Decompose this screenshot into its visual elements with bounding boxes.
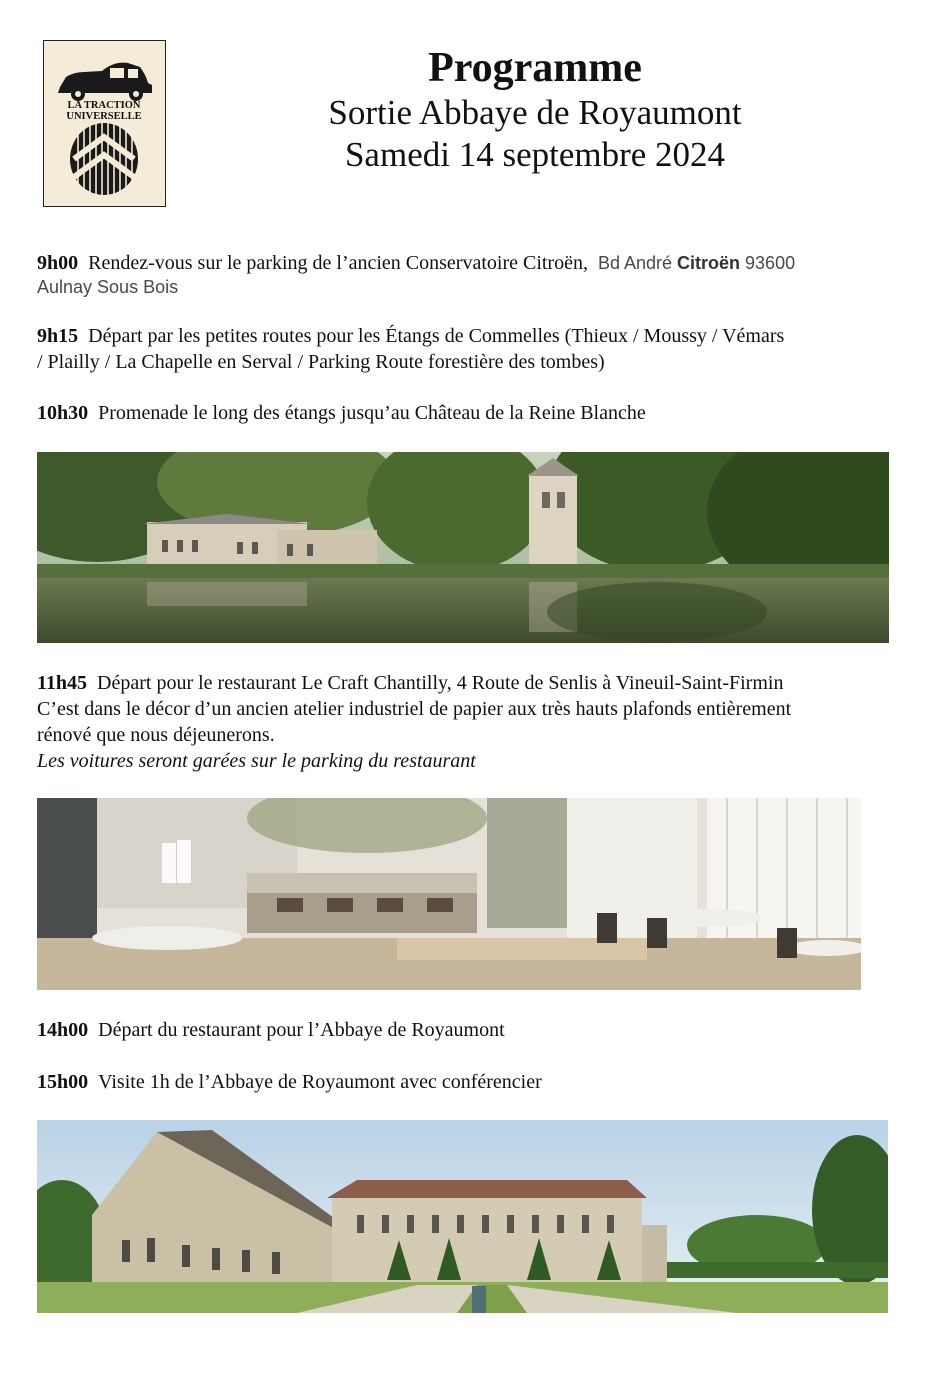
item-text-line2: / Plailly / La Chapelle en Serval / Parking Route forestière des tombes) xyxy=(37,351,605,373)
schedule-item-0915 xyxy=(37,323,897,375)
photo-restaurant-interior xyxy=(37,798,861,990)
club-logo xyxy=(43,40,166,207)
photo-lake-chateau xyxy=(37,452,889,643)
car-icon xyxy=(58,63,152,101)
parking-note: Les voitures seront garées sur le parking du restaurant xyxy=(37,750,476,772)
photo-royaumont-abbey xyxy=(37,1120,888,1313)
time-label: 9h00 xyxy=(37,252,79,274)
logo-line1: LA TRACTION xyxy=(67,100,141,111)
item-text-line2: C’est dans le décor d’un ancien atelier industriel de papier aux très hauts plafonds entièrement xyxy=(37,698,792,720)
schedule-item-1500 xyxy=(37,1069,897,1095)
schedule-item-1400 xyxy=(37,1017,897,1043)
logo-line2: UNIVERSELLE xyxy=(66,111,142,122)
event-name: Sortie Abbaye de Royaumont xyxy=(328,93,742,132)
schedule-item-0900 xyxy=(37,250,897,298)
double-chevron-emblem-icon xyxy=(70,123,138,195)
time-label: 10h30 xyxy=(37,402,89,424)
time-label: 9h15 xyxy=(37,325,79,347)
time-label: 11h45 xyxy=(37,672,88,694)
item-text: Rendez-vous sur le parking de l’ancien Conservatoire Citroën, xyxy=(88,252,588,274)
header xyxy=(300,44,770,176)
item-text-line3: rénové que nous déjeunerons. xyxy=(37,724,275,746)
event-date: Samedi 14 septembre 2024 xyxy=(344,135,726,174)
address-city: Aulnay Sous Bois xyxy=(37,277,179,297)
time-label: 15h00 xyxy=(37,1071,89,1093)
address-postcode: 93600 xyxy=(740,253,796,273)
item-text: Départ du restaurant pour l’Abbaye de Royaumont xyxy=(98,1019,505,1041)
page-title: Programme xyxy=(428,45,642,91)
address-part: Bd André xyxy=(597,253,678,273)
item-text: Promenade le long des étangs jusqu’au Château de la Reine Blanche xyxy=(98,402,646,424)
schedule-item-1030 xyxy=(37,400,897,426)
schedule-item-1145 xyxy=(37,670,897,774)
time-label: 14h00 xyxy=(37,1019,89,1041)
item-text: Départ par les petites routes pour les Étangs de Commelles (Thieux / Moussy / Vémars xyxy=(88,325,785,347)
item-text: Visite 1h de l’Abbaye de Royaumont avec conférencier xyxy=(98,1071,542,1093)
address-bold: Citroën xyxy=(677,253,741,273)
item-text: Départ pour le restaurant Le Craft Chantilly, 4 Route de Senlis à Vineuil-Saint-Firmin xyxy=(97,672,784,694)
